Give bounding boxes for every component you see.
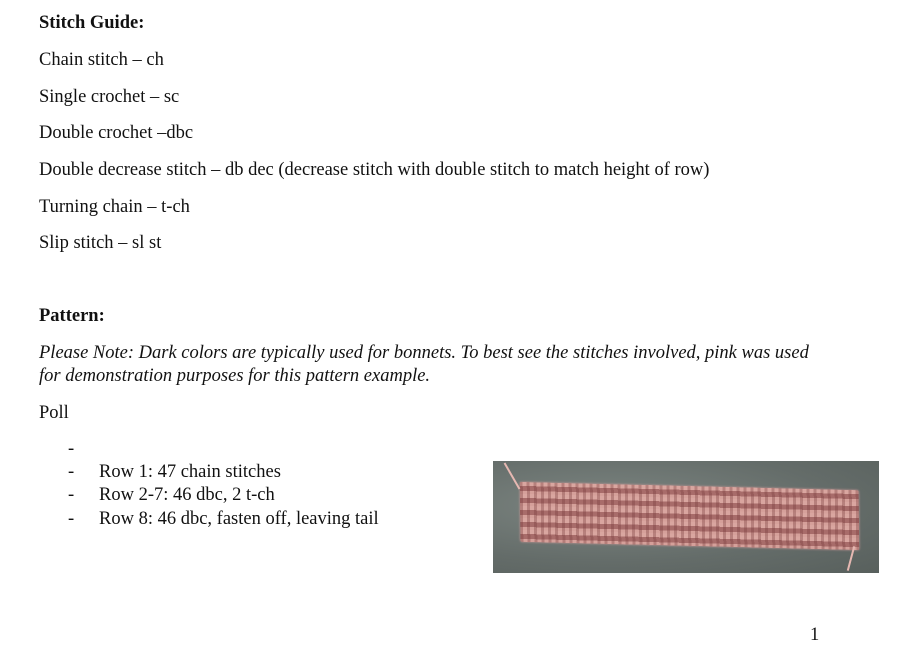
pattern-heading: Pattern:	[39, 306, 105, 326]
yarn-tail	[504, 463, 521, 490]
pattern-note-line: for demonstration purposes for this pattern example.	[39, 366, 431, 386]
bullet-dash: -	[68, 485, 75, 505]
stitch-guide-item: Double crochet –dbc	[39, 123, 194, 143]
stitch-guide-item: Chain stitch – ch	[39, 50, 164, 70]
stitch-guide-heading: Stitch Guide:	[39, 13, 145, 33]
bullet-dash: -	[68, 462, 75, 482]
stitch-guide-item: Single crochet – sc	[39, 87, 180, 107]
pattern-row-item	[68, 439, 99, 460]
row-text: Row 8: 46 dbc, fasten off, leaving tail	[99, 509, 379, 529]
poll-label: Poll	[39, 403, 69, 423]
row-text: Row 1: 47 chain stitches	[99, 462, 281, 482]
stitch-guide-item: Double decrease stitch – db dec (decrease stitch with double stitch to match height of row)	[39, 160, 710, 180]
pattern-row-item	[68, 462, 281, 483]
pink-crochet-swatch	[520, 482, 860, 550]
pattern-row-item	[68, 509, 379, 530]
row-text: Row 2-7: 46 dbc, 2 t-ch	[99, 485, 275, 505]
pattern-row-item	[68, 485, 275, 506]
bullet-dash: -	[68, 509, 75, 529]
bullet-dash: -	[68, 439, 75, 459]
pattern-note-line: Please Note: Dark colors are typically used for bonnets. To best see the stitches involved, pink was used	[39, 343, 809, 363]
crochet-swatch-photo	[493, 461, 879, 573]
stitch-guide-item: Turning chain – t-ch	[39, 197, 190, 217]
stitch-guide-item: Slip stitch – sl st	[39, 233, 162, 253]
page-number: 1	[810, 625, 820, 645]
